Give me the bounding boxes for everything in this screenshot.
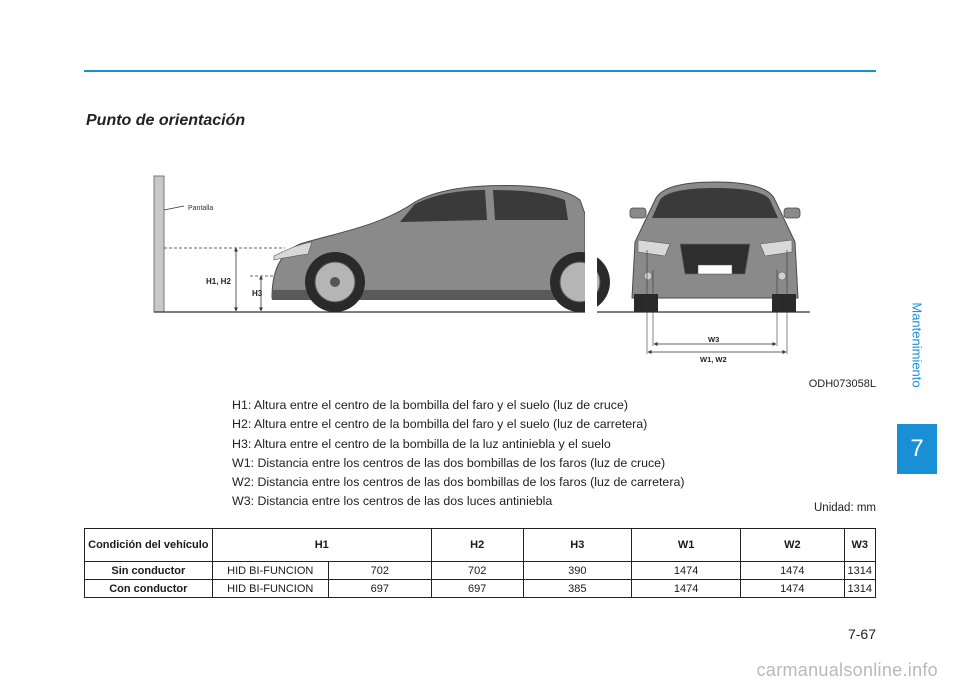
headlight-aim-figure xyxy=(150,170,815,365)
header-h2: H2 xyxy=(431,529,523,562)
definition-w3: W3: Distancia entre los centros de las dos luces antiniebla xyxy=(232,494,553,509)
figure-code: ODH073058L xyxy=(808,378,876,390)
table-row xyxy=(85,562,876,580)
headlight-spec-table xyxy=(84,528,876,598)
chapter-name xyxy=(904,270,930,420)
dim-label-h3: H3 xyxy=(252,289,263,298)
definition-w1: W1: Distancia entre los centros de las dos bombillas de los faros (luz de cruce) xyxy=(232,455,666,470)
screen-wall xyxy=(154,176,164,312)
definitions-list xyxy=(232,396,832,512)
row-condition: Sin conductor xyxy=(85,562,213,580)
table-row xyxy=(85,580,876,598)
header-w2: W2 xyxy=(741,529,844,562)
dim-label-h1h2: H1, H2 xyxy=(206,277,231,286)
header-h1: H1 xyxy=(212,529,431,562)
header-condition: Condición del vehículo xyxy=(85,529,213,562)
dim-label-w1w2: W1, W2 xyxy=(700,355,727,364)
header-w3: W3 xyxy=(844,529,875,562)
table-cell: 1314 xyxy=(844,562,875,580)
header-h3: H3 xyxy=(523,529,632,562)
table-cell: 385 xyxy=(523,580,632,598)
car-front-view xyxy=(630,182,800,312)
section-title: Punto de orientación xyxy=(86,112,246,129)
header-w1: W1 xyxy=(632,529,741,562)
row-condition: Con conductor xyxy=(85,580,213,598)
top-rule xyxy=(84,70,876,72)
screen-label: Pantalla xyxy=(188,205,214,212)
dim-label-w3: W3 xyxy=(708,335,720,344)
table-header-row xyxy=(85,529,876,562)
table-cell: 1474 xyxy=(632,580,741,598)
unit-label: Unidad: mm xyxy=(814,502,876,514)
definition-h2: H2: Altura entre el centro de la bombilla del faro y el suelo (luz de carretera) xyxy=(232,417,648,432)
table-cell: 1314 xyxy=(844,580,875,598)
table-cell: HID BI-FUNCION xyxy=(212,580,328,598)
table-cell: 702 xyxy=(328,562,431,580)
chapter-name-text: Mantenimiento xyxy=(909,302,925,388)
definition-w2: W2: Distancia entre los centros de las dos bombillas de los faros (luz de carretera) xyxy=(232,475,685,490)
chapter-tab: 7 xyxy=(897,424,937,474)
table-cell: HID BI-FUNCION xyxy=(212,562,328,580)
table-cell: 697 xyxy=(431,580,523,598)
page-number: 7-67 xyxy=(847,626,876,642)
table-cell: 1474 xyxy=(741,580,844,598)
table-cell: 702 xyxy=(431,562,523,580)
definition-h1: H1: Altura entre el centro de la bombilla del faro y el suelo (luz de cruce) xyxy=(232,398,629,412)
table-cell: 1474 xyxy=(741,562,844,580)
table-cell: 390 xyxy=(523,562,632,580)
car-side-view xyxy=(272,180,610,315)
table-cell: 697 xyxy=(328,580,431,598)
definition-h3: H3: Altura entre el centro de la bombilla de la luz antiniebla y el suelo xyxy=(232,436,611,451)
table-cell: 1474 xyxy=(632,562,741,580)
watermark: carmanualsonline.info xyxy=(756,660,938,680)
